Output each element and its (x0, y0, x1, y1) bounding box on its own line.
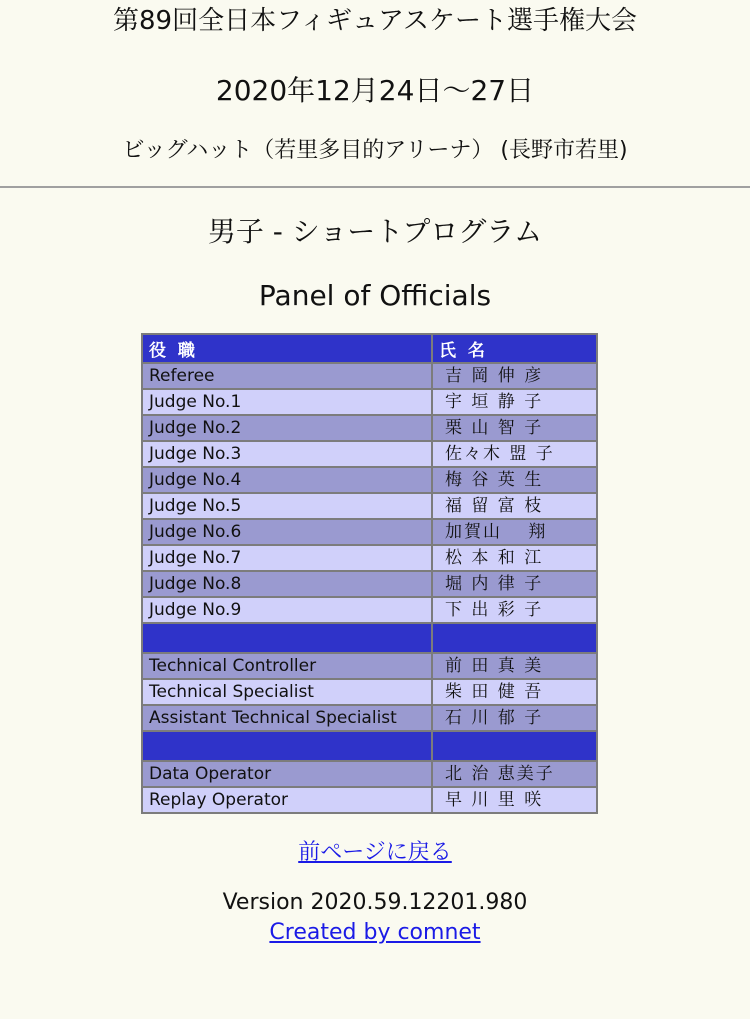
official-role: Technical Controller (142, 653, 432, 679)
table-row (142, 571, 597, 597)
official-role: Judge No.7 (142, 545, 432, 571)
table-row (142, 787, 597, 813)
table-row (142, 545, 597, 571)
table-row (142, 493, 597, 519)
table-row (142, 597, 597, 623)
back-link[interactable]: 前ページに戻る (298, 840, 452, 865)
official-name: 早 川 里 咲 (432, 787, 597, 813)
table-row (142, 363, 597, 389)
event-title: 第89回全日本フィギュアスケート選手権大会 (113, 6, 637, 36)
official-name: 吉 岡 伸 彦 (432, 363, 597, 389)
table-row (142, 761, 597, 787)
role-column-header: 役 職 (142, 334, 432, 363)
table-row (142, 467, 597, 493)
official-name: 梅 谷 英 生 (432, 467, 597, 493)
official-name: 松 本 和 江 (432, 545, 597, 571)
official-role: Judge No.2 (142, 415, 432, 441)
segment-title: 男子 - ショートプログラム (207, 215, 543, 248)
official-name: 北 治 恵美子 (432, 761, 597, 787)
official-name: 堀 内 律 子 (432, 571, 597, 597)
table-separator-row (142, 623, 597, 653)
official-name: 福 留 富 枝 (432, 493, 597, 519)
event-dates: 2020年12月24日〜27日 (215, 74, 535, 107)
official-name: 柴 田 健 吾 (432, 679, 597, 705)
official-role: Judge No.3 (142, 441, 432, 467)
separator-cell (432, 731, 597, 761)
official-name: 栗 山 智 子 (432, 415, 597, 441)
table-separator-row (142, 731, 597, 761)
official-name: 前 田 真 美 (432, 653, 597, 679)
back-link-container (0, 838, 750, 868)
official-role: Judge No.9 (142, 597, 432, 623)
table-row (142, 679, 597, 705)
event-venue: ビッグハット（若里多目的アリーナ） (長野市若里) (122, 138, 628, 163)
panel-title: Panel of Officials (258, 279, 492, 312)
credit-container (0, 918, 750, 948)
official-name: 佐々木 盟 子 (432, 441, 597, 467)
version-text: Version 2020.59.12201.980 (222, 890, 528, 915)
official-role: Replay Operator (142, 787, 432, 813)
officials-table (141, 333, 598, 814)
official-role: Data Operator (142, 761, 432, 787)
header-divider (0, 186, 750, 188)
official-role: Referee (142, 363, 432, 389)
table-row (142, 389, 597, 415)
table-row (142, 653, 597, 679)
official-role: Judge No.1 (142, 389, 432, 415)
official-role: Judge No.5 (142, 493, 432, 519)
table-row (142, 519, 597, 545)
official-role: Judge No.8 (142, 571, 432, 597)
name-column-header: 氏 名 (432, 334, 597, 363)
official-name: 石 川 郁 子 (432, 705, 597, 731)
table-header-row (142, 334, 597, 363)
official-name: 加賀山 翔 (432, 519, 597, 545)
separator-cell (142, 731, 432, 761)
table-row (142, 441, 597, 467)
official-role: Judge No.6 (142, 519, 432, 545)
official-role: Technical Specialist (142, 679, 432, 705)
official-role: Assistant Technical Specialist (142, 705, 432, 731)
table-row (142, 705, 597, 731)
table-row (142, 415, 597, 441)
separator-cell (142, 623, 432, 653)
credit-link[interactable]: Created by comnet (269, 920, 481, 945)
official-role: Judge No.4 (142, 467, 432, 493)
separator-cell (432, 623, 597, 653)
official-name: 宇 垣 静 子 (432, 389, 597, 415)
official-name: 下 出 彩 子 (432, 597, 597, 623)
